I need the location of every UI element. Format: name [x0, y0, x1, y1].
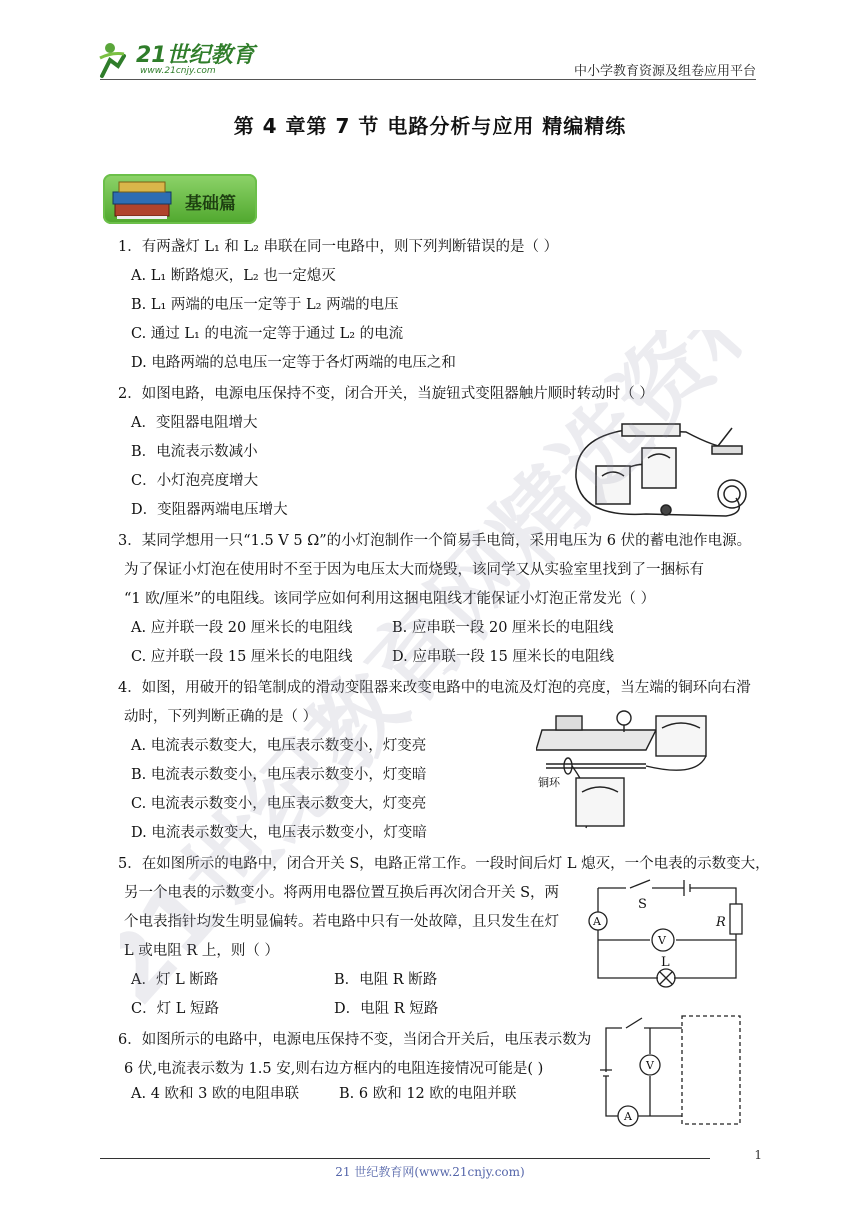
header-platform-text: 中小学教育资源及组卷应用平台: [573, 64, 756, 79]
question-6-option-a: A. 4 欧和 3 欧的电阻串联: [131, 1086, 299, 1102]
resistor-r-label: R: [716, 915, 726, 930]
ammeter-a-label: A: [593, 915, 601, 928]
question-5-option-b: B．电阻 R 断路: [334, 972, 438, 988]
question-1-option-c: C. 通过 L₁ 的电流一定等于通过 L₂ 的电流: [131, 326, 404, 342]
question-2-circuit-figure: [566, 418, 762, 524]
voltmeter-v-label: V: [658, 934, 666, 947]
footer-link[interactable]: 21 世纪教育网(www.21cnjy.com): [335, 1165, 525, 1179]
question-4-option-b: B. 电流表示数变小，电压表示数变小，灯变暗: [131, 767, 427, 783]
copper-ring-label: 铜环: [538, 776, 560, 789]
question-5-stem-line-1: 5．在如图所示的电路中，闭合开关 S，电路正常工作。一段时间后灯 L 熄灭，一个电表的示数变大，: [118, 856, 770, 872]
page-number: 1: [754, 1148, 762, 1162]
question-4-option-d: D. 电流表示数变大，电压表示数变小，灯变暗: [131, 825, 427, 841]
question-2-option-c: C．小灯泡亮度增大: [131, 473, 259, 489]
header-divider: [100, 79, 756, 80]
question-1-option-a: A. L₁ 断路熄灭，L₂ 也一定熄灭: [131, 268, 336, 284]
voltmeter-v-label: V: [646, 1059, 654, 1072]
question-5-option-d: D．电阻 R 短路: [334, 1001, 439, 1017]
question-1-stem: 1．有两盏灯 L₁ 和 L₂ 串联在同一电路中，则下列判断错误的是（ ）: [118, 239, 559, 255]
ammeter-a-label: A: [624, 1110, 632, 1123]
question-6-stem-line-2: 6 伏,电流表示数为 1.5 安,则右边方框内的电阻连接情况可能是( ): [124, 1061, 544, 1077]
question-4-stem-line-2: 动时，下列判断正确的是（ ）: [124, 709, 318, 725]
question-2-option-b: B．电流表示数减小: [131, 444, 258, 460]
question-5-option-c: C．灯 L 短路: [131, 1001, 219, 1017]
logo-url: www.21cnjy.com: [140, 66, 216, 76]
question-3-option-b: B. 应串联一段 20 厘米长的电阻线: [392, 620, 614, 636]
question-5-stem-line-4: L 或电阻 R 上，则（ ）: [124, 943, 279, 959]
section-badge: [103, 174, 257, 224]
question-3-stem-line-2: 为了保证小灯泡在使用时不至于因为电压太大而烧毁，该同学又从实验室里找到了一捆标有: [124, 562, 704, 578]
question-2-option-d: D．变阻器两端电压增大: [131, 502, 288, 518]
question-2-option-a: A．变阻器电阻增大: [131, 415, 258, 431]
question-5-stem-line-2: 另一个电表的示数变小。将两用电器位置互换后再次闭合开关 S，两: [124, 885, 560, 901]
question-2-stem: 2．如图电路，电源电压保持不变，闭合开关，当旋钮式变阻器触片顺时转动时（ ）: [118, 386, 654, 402]
question-6-stem-line-1: 6．如图所示的电路中，电源电压保持不变，当闭合开关后，电压表示数为: [118, 1032, 592, 1048]
question-3-stem-line-3: “1 欧/厘米”的电阻线。该同学应如何利用这捆电阻线才能保证小灯泡正常发光（ ）: [124, 591, 656, 607]
question-4-stem-line-1: 4．如图，用破开的铅笔制成的滑动变阻器来改变电路中的电流及灯泡的亮度，当左端的铜环向右滑: [118, 680, 751, 696]
question-4-option-a: A. 电流表示数变大，电压表示数变小，灯变亮: [131, 738, 427, 754]
question-1-option-d: D. 电路两端的总电压一定等于各灯两端的电压之和: [131, 355, 456, 371]
question-5-circuit-diagram: [586, 878, 746, 992]
question-6-circuit-diagram: [596, 1012, 746, 1130]
watermark-text: 21世纪教育网精选资料: [120, 330, 760, 1025]
question-5-option-a: A．灯 L 断路: [131, 972, 219, 988]
question-5-stem-line-3: 个电表指针均发生明显偏转。若电路中只有一处故障，且只发生在灯: [124, 914, 559, 930]
question-4-option-c: C. 电流表示数变小，电压表示数变大，灯变亮: [131, 796, 427, 812]
question-3-stem-line-1: 3．某同学想用一只“1.5 V 5 Ω”的小灯泡制作一个简易手电筒，采用电压为 6 伏的蓄电池作电源。: [118, 533, 752, 549]
section-badge-label: 基础篇: [185, 194, 236, 214]
page-title: 第 4 章第 7 节 电路分析与应用 精编精练: [233, 114, 627, 138]
question-4-circuit-figure: [536, 708, 726, 838]
logo: [96, 38, 266, 80]
books-icon: [111, 178, 177, 222]
footer-divider: [100, 1158, 710, 1159]
switch-s-label: S: [638, 897, 647, 912]
question-3-option-c: C. 应并联一段 15 厘米长的电阻线: [131, 649, 353, 665]
question-6-option-b: B. 6 欧和 12 欧的电阻并联: [339, 1086, 517, 1102]
question-3-option-a: A. 应并联一段 20 厘米长的电阻线: [131, 620, 353, 636]
question-3-option-d: D. 应串联一段 15 厘米长的电阻线: [392, 649, 614, 665]
lamp-l-label: L: [661, 955, 670, 970]
logo-text: 21世纪教育: [136, 43, 255, 68]
question-1-option-b: B. L₁ 两端的电压一定等于 L₂ 两端的电压: [131, 297, 399, 313]
